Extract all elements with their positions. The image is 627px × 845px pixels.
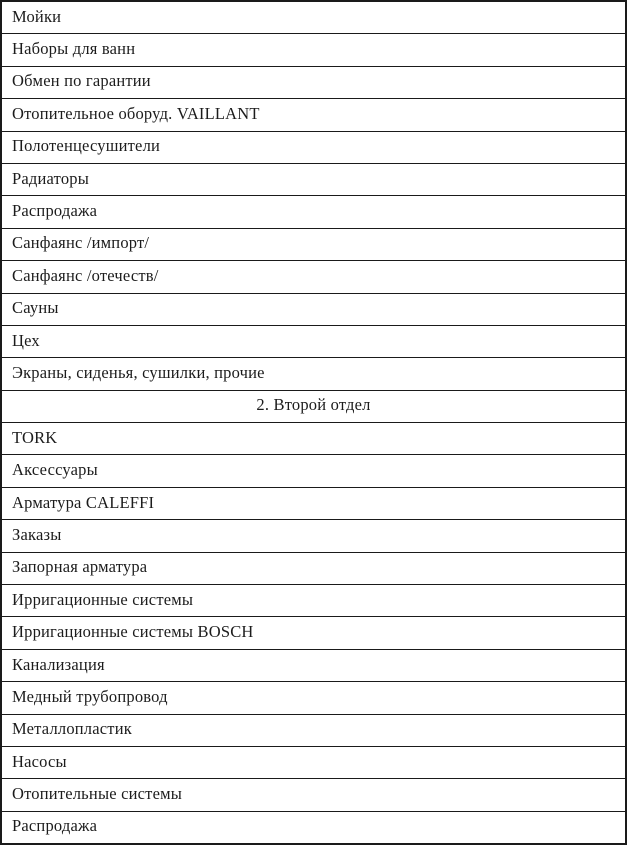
- table-row-category: Металлопластик: [2, 715, 625, 747]
- table-row-category: Отопительное оборуд. VAILLANT: [2, 99, 625, 131]
- table-row-category: Полотенцесушители: [2, 132, 625, 164]
- table-row-category: Насосы: [2, 747, 625, 779]
- table-row-category: Запорная арматура: [2, 553, 625, 585]
- table-row-category: Радиаторы: [2, 164, 625, 196]
- table-row-category: TORK: [2, 423, 625, 455]
- table-row-category: Медный трубопровод: [2, 682, 625, 714]
- table-row-category: Ирригационные системы BOSCH: [2, 617, 625, 649]
- table-row-category: Сауны: [2, 294, 625, 326]
- table-row-category: Обмен по гарантии: [2, 67, 625, 99]
- table-row-category: Распродажа: [2, 196, 625, 228]
- table-row-category: Санфаянс /отечеств/: [2, 261, 625, 293]
- section-header-row: 2. Второй отдел: [2, 391, 625, 423]
- table-row-category: Мойки: [2, 2, 625, 34]
- table-row-category: Заказы: [2, 520, 625, 552]
- table-row-category: Распродажа: [12, 816, 98, 836]
- table-row-category: Аксессуары: [2, 455, 625, 487]
- table-row-category: Арматура CALEFFI: [2, 488, 625, 520]
- table-row-category: Экраны, сиденья, сушилки, прочие: [2, 358, 625, 390]
- table-row-category: Канализация: [2, 650, 625, 682]
- table-row-category: Ирригационные системы: [2, 585, 625, 617]
- table-row-category: Отопительные системы: [2, 779, 625, 811]
- table-row-category: Цех: [2, 326, 625, 358]
- table-row-category: Наборы для ванн: [2, 34, 625, 66]
- table-row-category: Санфаянс /импорт/: [2, 229, 625, 261]
